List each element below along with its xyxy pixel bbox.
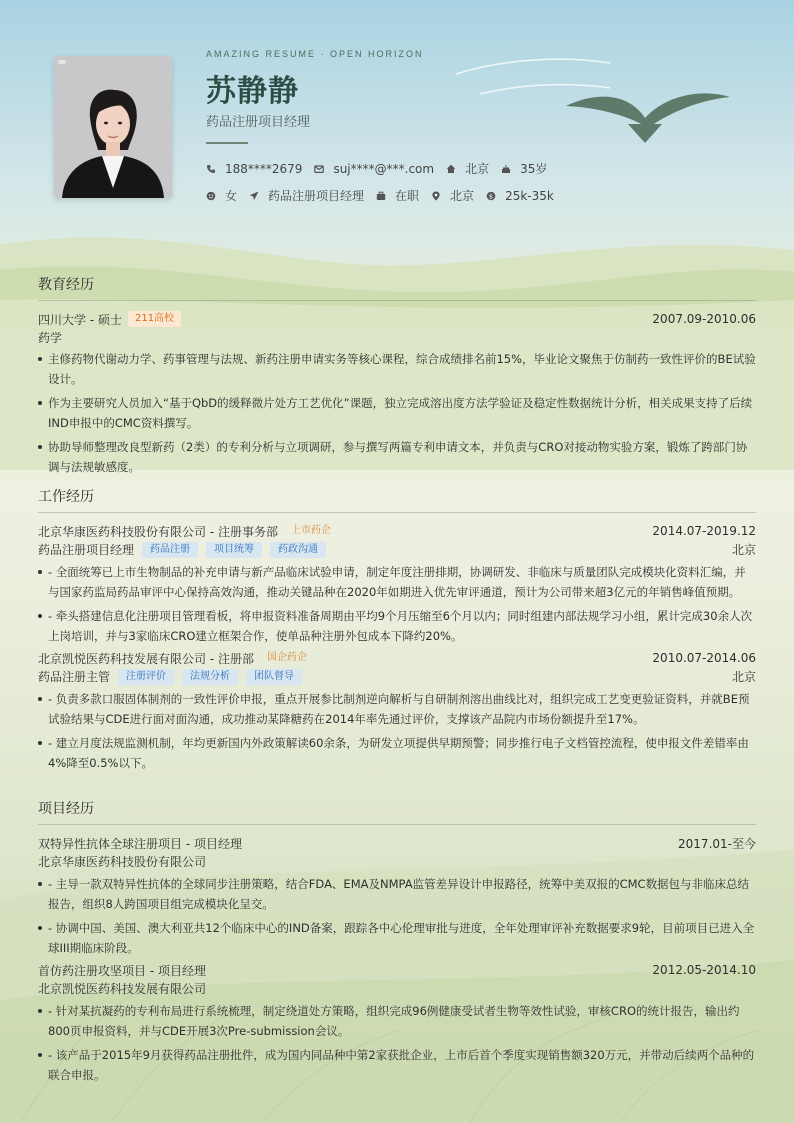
hometown-item (446, 160, 489, 177)
project-section (38, 798, 756, 1085)
skill-tag: 法规分析 (182, 669, 238, 685)
age-item (501, 160, 547, 177)
svg-text:$: $ (488, 191, 494, 200)
education-header-row (38, 309, 756, 329)
gender-icon (206, 191, 216, 201)
salary-item (486, 189, 554, 203)
list-item: 作为主要研究人员加入“基于QbD的缓释微片处方工艺优化”课题，独立完成溶出度方法学验证及稳定性数据统计分析，相关成果支持了后续IND申报中的CMC资料撰写。 (38, 393, 756, 433)
position-row (38, 668, 756, 685)
project-company: 北京凯悦医药科技发展有限公司 (38, 982, 207, 996)
project-date: 2012.05-2014.10 (652, 963, 756, 977)
major-row (38, 329, 756, 345)
gender-text: 女 (225, 189, 238, 203)
job-title: 药品注册项目经理 (206, 115, 311, 130)
location-pin-icon (431, 191, 441, 201)
skill-tag: 项目统筹 (206, 542, 262, 558)
section-title-projects: 项目经历 (38, 798, 756, 825)
accent-divider (206, 142, 248, 144)
company-badge: 上市药企 (290, 525, 331, 536)
target-position-item (249, 187, 364, 204)
phone-text: 188****2679 (225, 161, 303, 176)
age-text: 35岁 (520, 162, 548, 176)
skill-tag: 团队督导 (246, 669, 302, 685)
school-name: 四川大学 - 硕士 (38, 312, 122, 327)
salary-text: 25k-35k (505, 188, 554, 203)
work-header-row (38, 521, 756, 541)
skill-tag: 药品注册 (142, 542, 198, 558)
work-bullets (38, 689, 756, 773)
project-company-row (38, 853, 756, 870)
project-bullets (38, 874, 756, 958)
home-icon (446, 164, 456, 174)
company-badge: 国企药企 (266, 652, 307, 663)
project-company: 北京华康医药科技股份有限公司 (38, 855, 207, 869)
education-date: 2007.09-2010.06 (652, 312, 756, 326)
list-item: - 全面统筹已上市生物制品的补充申请与新产品临床试验申请，制定年度注册排期，协调研发、非临床与质量团队完成模块化资料汇编，并与国家药监局药品审评中心保持高效沟通，推动关键品种在2020年如期进入优先审评通道，预计为公司带来超3亿元的年销售峰值预期。 (38, 562, 756, 602)
status-text: 在职 (395, 189, 420, 203)
work-section (38, 486, 756, 773)
section-title-work: 工作经历 (38, 486, 756, 513)
school-badge: 211高校 (128, 311, 181, 327)
list-item: - 负责多款口服固体制剂的一致性评价申报，重点开展参比制剂逆向解析与自研制剂溶出曲线比对，组织完成工艺变更验证资料，并就BE预试验结果与CDE进行面对面沟通，成功推动某降糖药在2014年率先通过评价，支撑该产品院内市场份额提升至17%。 (38, 689, 756, 729)
work-date: 2010.07-2014.06 (652, 651, 756, 665)
skill-tag: 注册评价 (118, 669, 174, 685)
project-name: 首仿药注册攻坚项目 - 项目经理 (38, 963, 206, 978)
project-name: 双特异性抗体全球注册项目 - 项目经理 (38, 836, 242, 851)
education-section (38, 274, 756, 477)
cake-icon (501, 164, 511, 174)
work-header-row (38, 648, 756, 668)
salary-icon (486, 191, 496, 201)
project-bullets (38, 1001, 756, 1085)
project-header-row (38, 960, 756, 980)
work-city: 北京 (731, 670, 756, 684)
skill-tag: 药政沟通 (270, 542, 326, 558)
candidate-name: 苏静静 (206, 74, 299, 109)
section-title-education: 教育经历 (38, 274, 756, 301)
list-item: - 建立月度法规监测机制，年均更新国内外政策解读60余条，为研发立项提供早期预警；同步推行电子文档管控流程，使申报文件差错率由4%降至0.5%以下。 (38, 733, 756, 773)
list-item: - 主导一款双特异性抗体的全球同步注册策略，结合FDA、EMA及NMPA监管差异设计申报路径，统筹中美双报的CMC数据包与非临床总结报告，组织8人跨国项目组完成模块化呈交。 (38, 874, 756, 914)
major-name: 药学 (38, 330, 63, 345)
work-bullets (38, 562, 756, 646)
email-item (314, 162, 434, 176)
phone-icon (206, 164, 216, 174)
gender-item (206, 187, 237, 204)
position-name: 药品注册项目经理 (38, 543, 135, 557)
work-city: 北京 (731, 543, 756, 557)
project-header-row (38, 833, 756, 853)
profile-photo (54, 56, 172, 198)
company-name: 北京凯悦医药科技发展有限公司 - 注册部 (38, 651, 254, 666)
target-city-text: 北京 (450, 189, 475, 203)
list-item: 协助导师整理改良型新药（2类）的专利分析与立项调研，参与撰写两篇专利申请文本，并负责与CRO对接动物实验方案，锻炼了跨部门协调与法规敏感度。 (38, 437, 756, 477)
work-date: 2014.07-2019.12 (652, 524, 756, 538)
email-text: suj****@***.com (333, 161, 435, 176)
list-item: - 牵头搭建信息化注册项目管理看板，将申报资料准备周期由平均9个月压缩至6个月以内；同时组建内部法规学习小组，累计完成30余人次上岗培训，并与3家临床CRO建立框架合作，使单品种注册外包成本下降约20%。 (38, 606, 756, 646)
list-item: - 协调中国、美国、澳大利亚共12个临床中心的IND备案，跟踪各中心伦理审批与进度，全年处理审评补充数据要求9轮，目前项目已进入全球III期临床阶段。 (38, 918, 756, 958)
target-city-item (431, 187, 474, 204)
contact-info-row (206, 160, 559, 177)
education-bullets (38, 349, 756, 477)
company-name: 北京华康医药科技股份有限公司 - 注册事务部 (38, 524, 278, 539)
status-item (376, 187, 419, 204)
position-name: 药品注册主管 (38, 670, 111, 684)
target-position-icon (249, 191, 259, 201)
email-icon (314, 164, 324, 174)
target-position-text: 药品注册项目经理 (268, 189, 365, 203)
phone-item (206, 162, 302, 176)
tagline: AMAZING RESUME · OPEN HORIZON (206, 49, 424, 59)
hometown-text: 北京 (465, 162, 490, 176)
job-intent-row (206, 187, 566, 204)
briefcase-icon (376, 191, 386, 201)
project-company-row (38, 980, 756, 997)
list-item: - 该产品于2015年9月获得药品注册批件，成为国内同品种中第2家获批企业，上市后首个季度实现销售额320万元，并带动后续两个品种的联合申报。 (38, 1045, 756, 1085)
list-item: - 针对某抗凝药的专利布局进行系统梳理，制定绕道处方策略，组织完成96例健康受试者生物等效性试验，审核CRO的统计报告，输出约800页申报资料，并与CDE开展3次Pre-submission会议。 (38, 1001, 756, 1041)
project-date: 2017.01-至今 (678, 836, 756, 851)
position-row (38, 541, 756, 558)
list-item: 主修药物代谢动力学、药事管理与法规、新药注册申请实务等核心课程，综合成绩排名前15%，毕业论文聚焦于仿制药一致性评价的BE试验设计。 (38, 349, 756, 389)
